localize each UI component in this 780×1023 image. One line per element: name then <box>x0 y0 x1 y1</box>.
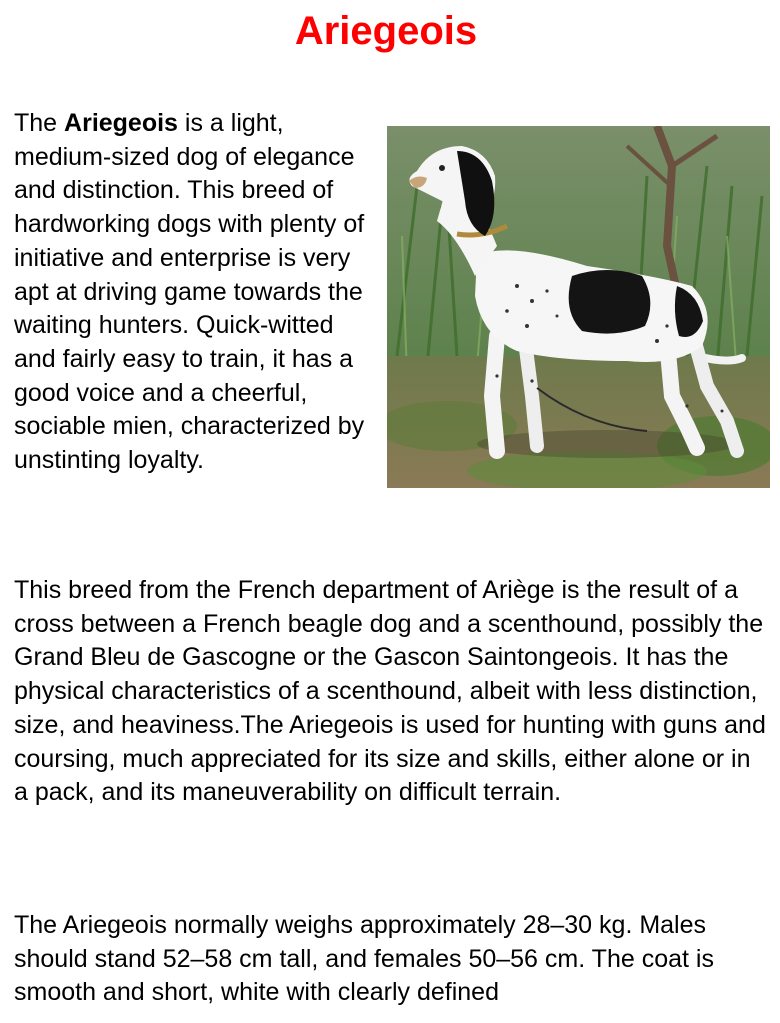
page-title: Ariegeois <box>294 9 478 53</box>
breed-name-bold: Ariegeois <box>64 109 178 137</box>
dog-photo <box>387 126 770 488</box>
size-paragraph: The Ariegeois normally weighs approximately 28–30 kg. Males should stand 52–58 cm tall, and females 50–56 cm. The coat is smooth and short, white with clearly defined <box>14 911 714 1007</box>
intro-prefix: The <box>14 109 65 137</box>
intro-paragraph <box>14 107 379 478</box>
intro-text: is a light, medium-sized dog of elegance and distinction. This breed of hardworking dogs with plenty of initiative and enterprise is very apt at driving game towards the waiting hunters. Quick-witted and fairly easy to train, it has a good voice and a cheerful, sociable mien, characterized by unstinting loyalty. <box>14 109 365 475</box>
history-paragraph: This breed from the French department of Ariège is the result of a cross between a French beagle dog and a scenthound, possibly the Grand Bleu de Gascogne or the Gascon Saintongeois. It has the physical characteristics of a scenthound, albeit with less distinction, size, and heaviness.The Ariegeois is used for hunting with guns and coursing, much appreciated for its size and skills, either alone or in a pack, and its maneuverability on difficult terrain. <box>14 576 766 807</box>
